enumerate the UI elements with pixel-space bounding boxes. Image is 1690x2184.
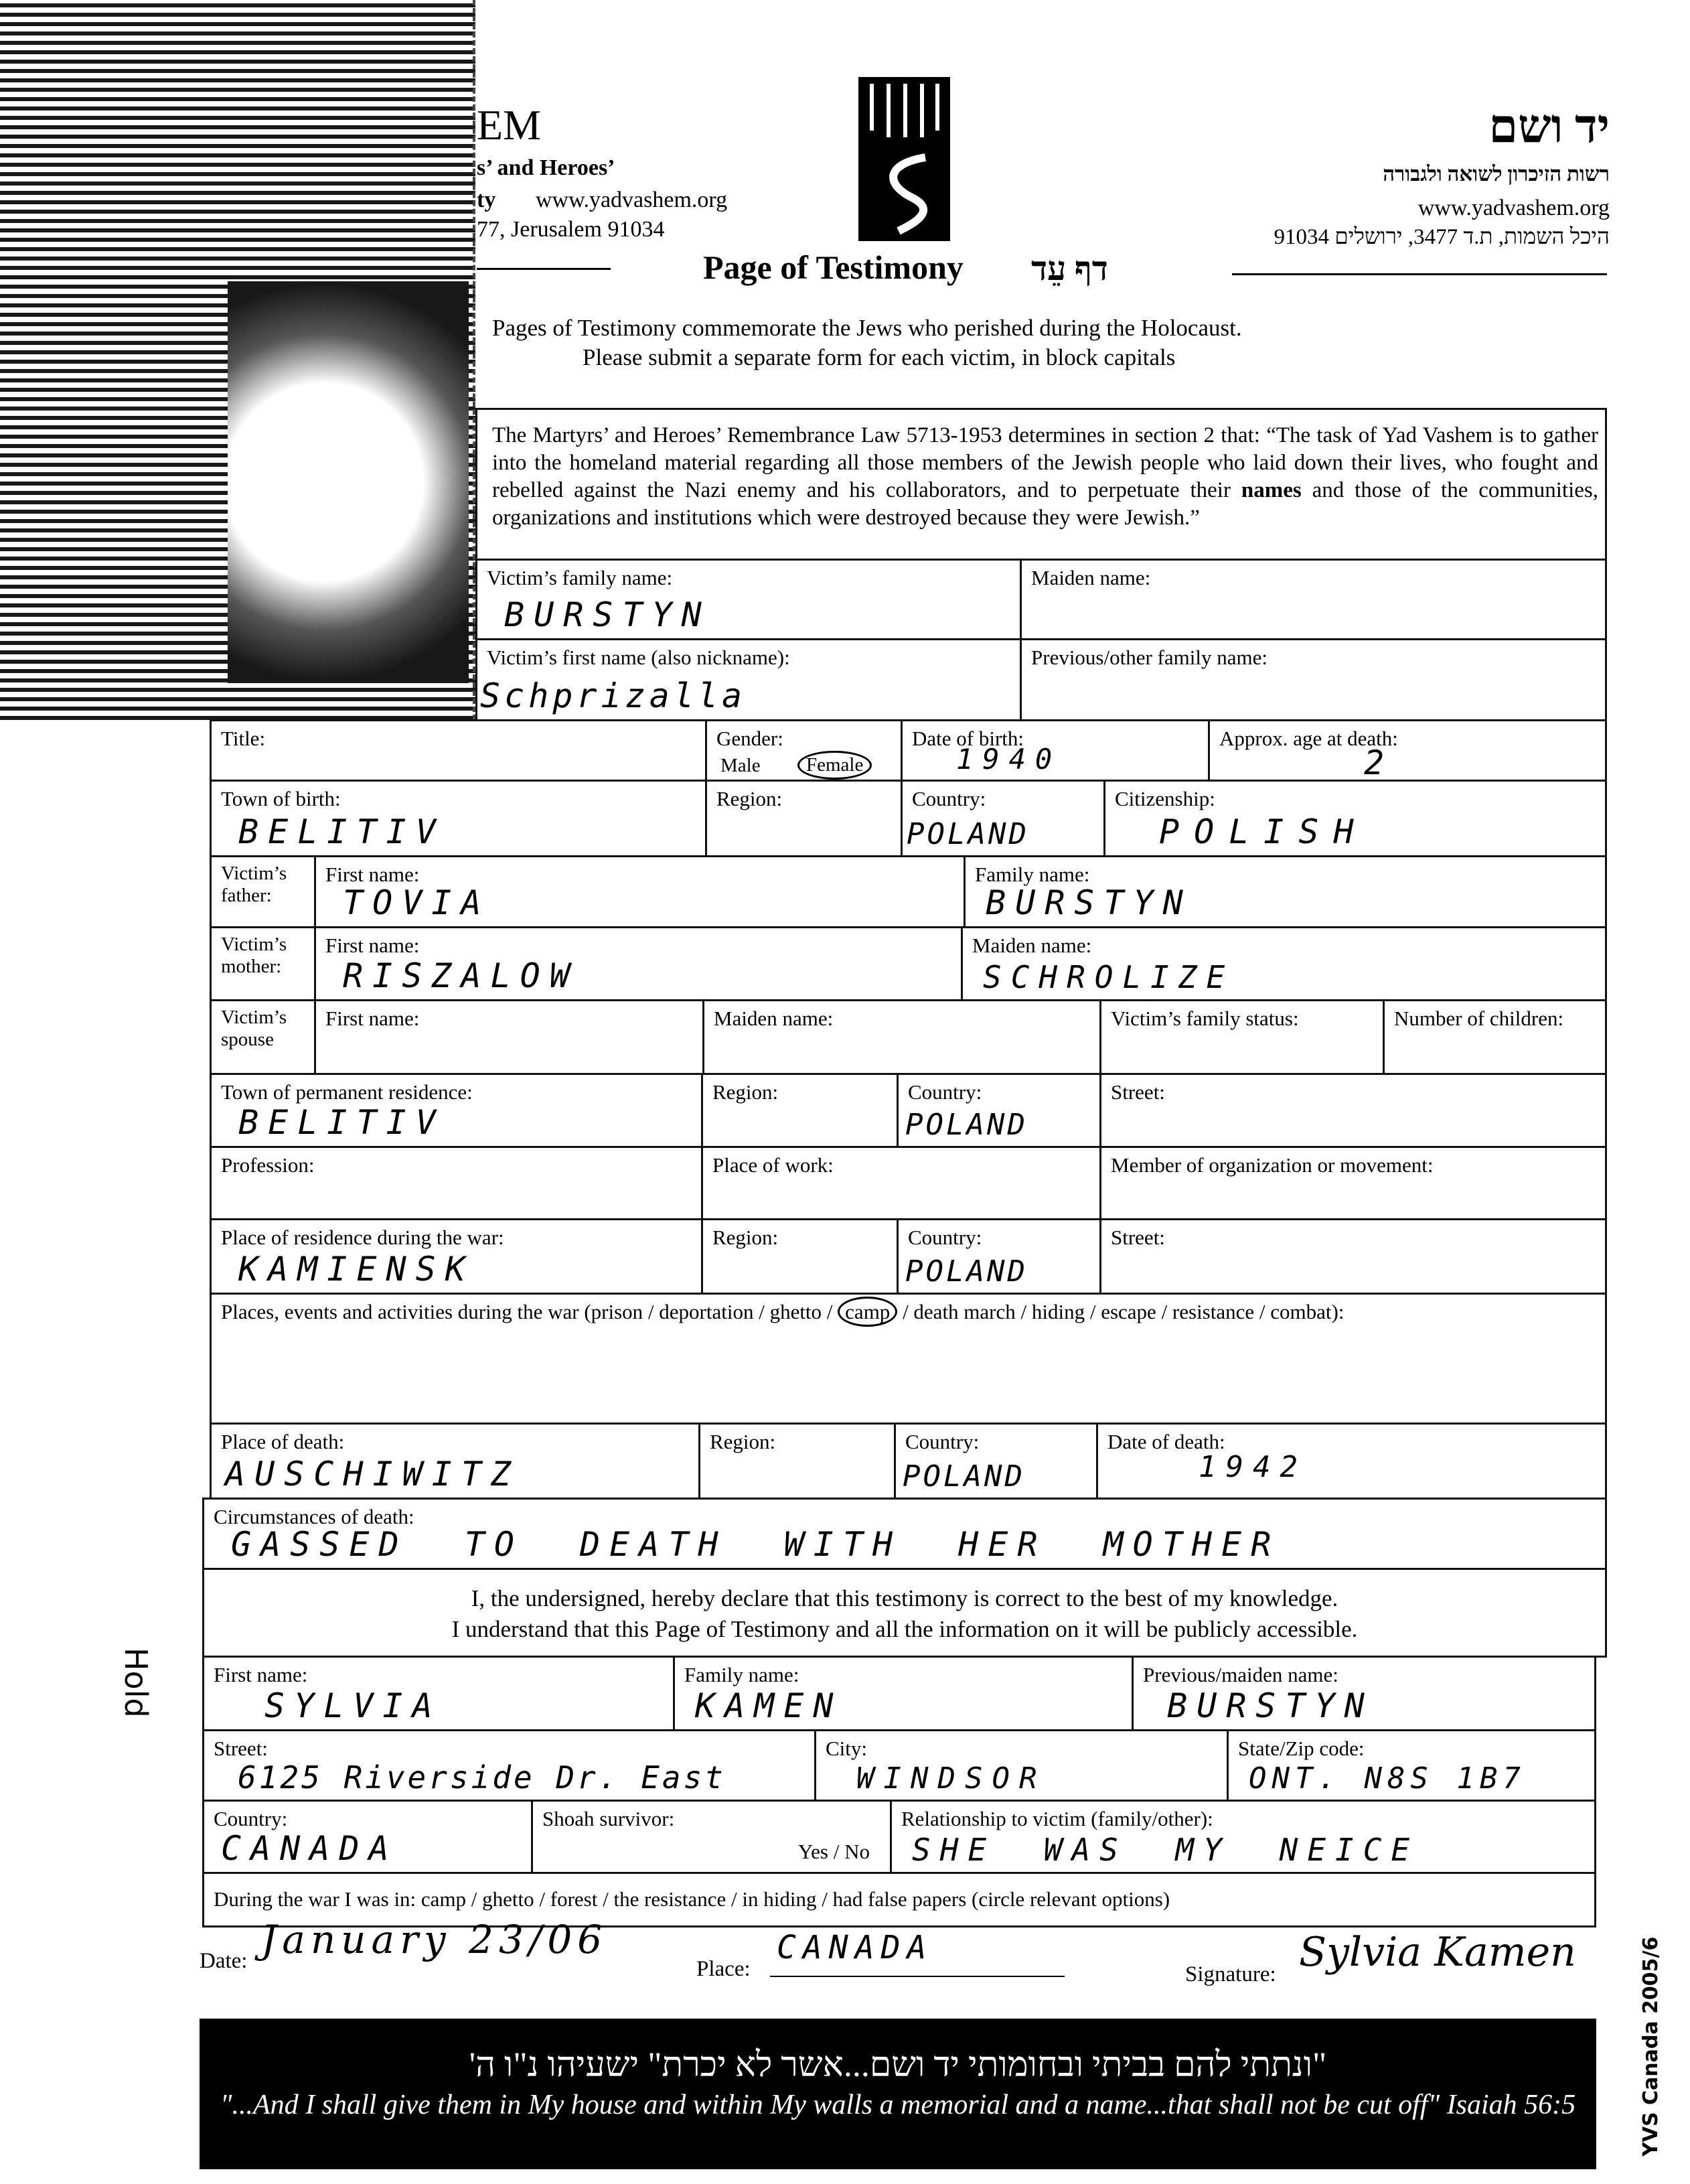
value: 2 xyxy=(1364,743,1394,782)
wartime-places-field[interactable] xyxy=(210,1293,1607,1425)
label: State/Zip code: xyxy=(1238,1737,1365,1760)
label: First name: xyxy=(325,934,420,957)
label: Circumstances of death: xyxy=(214,1505,414,1528)
label: Maiden name: xyxy=(1031,566,1151,589)
date-label: Date: xyxy=(200,1949,248,1973)
label: Relationship to victim (family/other): xyxy=(901,1807,1213,1830)
label: Place of death: xyxy=(221,1430,345,1453)
org-line3: ty xyxy=(477,188,496,212)
label: Number of children: xyxy=(1394,1007,1564,1030)
value: BELITIV xyxy=(238,1103,445,1142)
label-part: Places, events and activities during the war (prison / deportation / ghetto / xyxy=(221,1300,838,1323)
value: 1942 xyxy=(1199,1450,1307,1484)
hebrew-org-name: יד ושם xyxy=(1488,101,1610,153)
address-en: 77, Jerusalem 91034 xyxy=(477,217,665,242)
war-country-field[interactable] xyxy=(897,1218,1101,1295)
submitter-city-field[interactable] xyxy=(814,1729,1229,1802)
family-status-field[interactable] xyxy=(1099,999,1385,1075)
hebrew-authority: רשות הזיכרון לשואה ולגבורה xyxy=(1383,162,1610,186)
page-title-hebrew: דף עֵד xyxy=(1031,250,1108,287)
value: TOVIA xyxy=(343,883,491,922)
residence-street-field[interactable] xyxy=(1099,1073,1607,1148)
intro-line-2: Please submit a separate form for each victim, in block capitals xyxy=(583,344,1176,370)
value: AUSCHIWITZ xyxy=(225,1455,521,1494)
value: BURSTYN xyxy=(1167,1686,1374,1725)
label: Country: xyxy=(908,1226,982,1249)
declaration xyxy=(202,1568,1607,1658)
label: Previous/other family name: xyxy=(1031,646,1268,669)
label: Place of residence during the war: xyxy=(221,1226,504,1249)
label: During the war I was in: camp / ghetto / forest / the resistance / in hiding / had false papers (circle relevant options) xyxy=(214,1887,1170,1911)
margin-note: Hold xyxy=(118,1648,154,1718)
law-text: and those of the communities, organizations and institutions which were destroyed because they were Jewish.” xyxy=(492,478,1598,530)
mother-maiden-name-field[interactable] xyxy=(961,926,1607,1001)
label: Shoah survivor: xyxy=(542,1807,675,1830)
gender-male[interactable]: Male xyxy=(720,755,761,776)
mother-first-name-field[interactable] xyxy=(314,926,963,1001)
number-of-children-field[interactable] xyxy=(1383,999,1607,1075)
declaration-line-2: I understand that this Page of Testimony and all the information on it will be publicly accessible. xyxy=(451,1616,1358,1642)
camp-circled: camp xyxy=(838,1297,897,1327)
value: SHE WAS MY NEICE xyxy=(912,1832,1419,1868)
label: Victim’s family name: xyxy=(487,566,673,589)
hebrew-quote: "ונתתי להם בביתי ובחומותי יד ושם...אשר לא יכרת" ישעיהו נ"ו ה' xyxy=(469,2046,1327,2084)
maiden-name-field[interactable] xyxy=(1020,559,1607,640)
label: Region: xyxy=(716,787,783,810)
law-text-bold: names xyxy=(1241,478,1302,502)
label: City: xyxy=(826,1737,868,1760)
form-code: YVS Canada 2005/6 xyxy=(1639,1936,1663,2157)
place-of-death-field[interactable] xyxy=(210,1423,700,1500)
war-region-field[interactable] xyxy=(701,1218,899,1295)
label: First name: xyxy=(325,863,420,886)
website-he[interactable]: www.yadvashem.org xyxy=(1417,196,1610,220)
profession-field[interactable] xyxy=(210,1146,703,1220)
value: Schprizalla xyxy=(480,676,747,715)
submitter-previous-name-field[interactable] xyxy=(1132,1656,1596,1731)
previous-family-name-field[interactable] xyxy=(1020,638,1607,721)
spouse-maiden-name-field[interactable] xyxy=(702,999,1101,1075)
label: Country: xyxy=(214,1807,288,1830)
divider xyxy=(1232,273,1607,275)
value: GASSED TO DEATH WITH HER MOTHER xyxy=(231,1525,1281,1564)
place-of-work-field[interactable] xyxy=(701,1146,1101,1220)
label: Victim’s father: xyxy=(221,863,287,906)
label: Country: xyxy=(905,1430,980,1453)
label xyxy=(221,1300,1344,1324)
shoah-survivor-field[interactable] xyxy=(531,1800,892,1874)
organization-field[interactable] xyxy=(1099,1146,1607,1220)
law-text-box xyxy=(475,408,1607,561)
place-label: Place: xyxy=(696,1957,751,1981)
circumstances-of-death-field[interactable] xyxy=(202,1498,1607,1570)
date-of-death-field[interactable] xyxy=(1096,1423,1607,1500)
victim-first-name-field[interactable] xyxy=(475,638,1022,721)
label: Profession: xyxy=(221,1153,315,1177)
label: Approx. age at death: xyxy=(1219,727,1398,750)
death-country-field[interactable] xyxy=(894,1423,1098,1500)
date-of-birth-field[interactable] xyxy=(901,719,1210,782)
value: 6125 Riverside Dr. East xyxy=(238,1759,726,1796)
residence-region-field[interactable] xyxy=(701,1073,899,1148)
gender-female-circled[interactable]: Female xyxy=(797,751,872,780)
value: BURSTYN xyxy=(504,595,711,634)
father-label-cell xyxy=(210,855,316,928)
father-family-name-field[interactable] xyxy=(964,855,1607,928)
label: Date of death: xyxy=(1107,1430,1225,1453)
label: Gender: xyxy=(716,727,783,750)
label: Town of permanent residence: xyxy=(221,1080,473,1104)
country-of-birth-field[interactable] xyxy=(901,780,1105,857)
english-quote: "...And I shall give them in My house and within My walls a memorial and a name...that shall not be cut off" Isaiah 56:5 xyxy=(220,2090,1576,2120)
value: POLISH xyxy=(1159,812,1369,851)
label: Date of birth: xyxy=(912,727,1024,750)
value: POLAND xyxy=(903,1459,1025,1494)
label: Country: xyxy=(912,787,986,810)
label: Maiden name: xyxy=(714,1007,834,1030)
label-part: / death march / hiding / escape / resistance / combat): xyxy=(897,1300,1345,1323)
title-field[interactable] xyxy=(210,719,707,782)
submitter-family-name-field[interactable] xyxy=(673,1656,1134,1731)
footer-quote-banner xyxy=(200,2019,1596,2169)
label: First name: xyxy=(325,1007,420,1030)
label: Citizenship: xyxy=(1115,787,1215,810)
town-of-birth-field[interactable] xyxy=(210,780,707,857)
label: Region: xyxy=(712,1226,779,1249)
label: Victim’s spouse xyxy=(221,1007,287,1050)
yad-vashem-logo xyxy=(858,77,950,241)
war-residence-field[interactable] xyxy=(210,1218,703,1295)
gender-field[interactable] xyxy=(705,719,903,782)
value: ONT. N8S 1B7 xyxy=(1249,1761,1526,1796)
submitter-country-field[interactable] xyxy=(202,1800,533,1874)
label: Family name: xyxy=(975,863,1090,886)
label: Victim’s mother: xyxy=(221,934,287,977)
father-first-name-field[interactable] xyxy=(314,855,966,928)
spouse-first-name-field[interactable] xyxy=(314,999,704,1075)
submitter-first-name-field[interactable] xyxy=(202,1656,675,1731)
divider xyxy=(477,268,611,270)
date-value: January 23/06 xyxy=(261,1917,608,1962)
age-at-death-field[interactable] xyxy=(1208,719,1607,782)
value: WINDSOR xyxy=(856,1761,1047,1796)
submitter-zip-field[interactable] xyxy=(1227,1729,1596,1802)
residence-country-field[interactable] xyxy=(897,1073,1101,1148)
war-street-field[interactable] xyxy=(1099,1218,1607,1295)
value: CANADA xyxy=(221,1829,398,1868)
label: Country: xyxy=(908,1080,982,1104)
intro-line-1: Pages of Testimony commemorate the Jews who perished during the Holocaust. xyxy=(492,315,1242,341)
label: Victim’s first name (also nickname): xyxy=(487,646,790,669)
label: Street: xyxy=(1111,1080,1165,1104)
value: RISZALOW xyxy=(343,956,579,995)
value: KAMEN xyxy=(695,1686,843,1725)
org-name-partial: EM xyxy=(477,101,541,149)
mother-label-cell xyxy=(210,926,316,1001)
label: Title: xyxy=(221,727,266,750)
damaged-photo-overlay xyxy=(0,0,475,720)
value: 1940 xyxy=(956,743,1062,776)
value: POLAND xyxy=(907,817,1029,851)
value: BELITIV xyxy=(238,812,445,851)
address-he: היכל השמות, ת.ד 3477, ירושלים 91034 xyxy=(1274,225,1610,249)
value: SCHROLIZE xyxy=(983,959,1235,995)
label: Previous/maiden name: xyxy=(1143,1663,1338,1686)
label: First name: xyxy=(214,1663,308,1686)
label: Street: xyxy=(214,1737,268,1760)
website-en[interactable]: www.yadvashem.org xyxy=(536,188,728,212)
victim-family-name-field[interactable] xyxy=(475,559,1022,640)
place-value: CANADA xyxy=(777,1929,933,1966)
value: POLAND xyxy=(905,1108,1028,1142)
declaration-line-1: I, the undersigned, hereby declare that this testimony is correct to the best of my knowledge. xyxy=(471,1585,1338,1611)
place-underline xyxy=(770,1976,1065,1977)
value: SYLVIA xyxy=(264,1686,442,1725)
label: Region: xyxy=(712,1080,779,1104)
signature: Sylvia Kamen xyxy=(1299,1929,1576,1976)
label: Family name: xyxy=(684,1663,799,1686)
signature-label: Signature: xyxy=(1185,1962,1276,1986)
permanent-residence-field[interactable] xyxy=(210,1073,703,1148)
value: KAMIENSK xyxy=(238,1250,475,1289)
spouse-label-cell xyxy=(210,999,316,1075)
death-region-field[interactable] xyxy=(698,1423,896,1500)
label: Town of birth: xyxy=(221,787,341,810)
label: Street: xyxy=(1111,1226,1165,1249)
org-line2: s’ and Heroes’ xyxy=(477,155,615,180)
label: Victim’s family status: xyxy=(1111,1007,1299,1030)
page-title: Page of Testimony xyxy=(703,248,964,286)
relationship-field[interactable] xyxy=(890,1800,1596,1874)
region-field[interactable] xyxy=(705,780,903,857)
citizenship-field[interactable] xyxy=(1103,780,1607,857)
yes-no-options[interactable]: Yes / No xyxy=(797,1840,870,1863)
value: POLAND xyxy=(905,1254,1028,1289)
value: BURSTYN xyxy=(986,883,1193,922)
label: Region: xyxy=(710,1430,776,1453)
label: Maiden name: xyxy=(972,934,1092,957)
law-text: The Martyrs’ and Heroes’ Remembrance Law 5713-1953 determines in section 2 that: “The task of Yad Vashem is to gather into the homeland material regarding all those members of the Jewish people who laid down their lives, who fought and rebelled against the Nazi enemy and his collaborators, and to perpetuate their xyxy=(492,423,1598,502)
submitter-street-field[interactable] xyxy=(202,1729,816,1802)
label: Place of work: xyxy=(712,1153,834,1177)
label: Member of organization or movement: xyxy=(1111,1153,1434,1177)
